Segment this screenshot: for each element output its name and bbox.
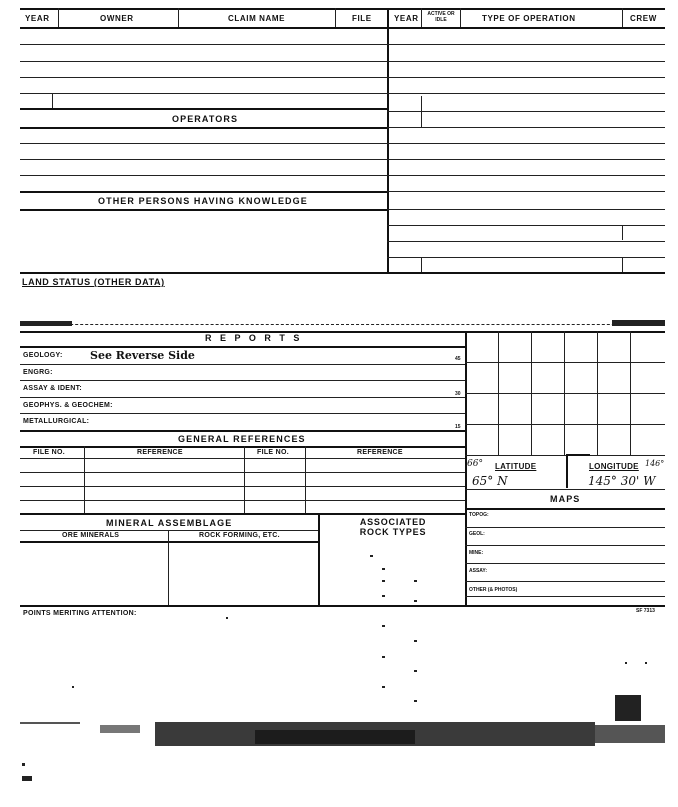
- operators-top-border: [20, 108, 387, 110]
- row-line: [465, 527, 665, 528]
- row-line: [465, 489, 665, 490]
- metallurgical-code: 15: [455, 424, 461, 430]
- divider: [168, 530, 169, 605]
- longitude-corner-value: 146°: [645, 459, 665, 468]
- col-header-crew: CREW: [630, 14, 657, 23]
- row-line: [20, 380, 465, 381]
- row-line: [387, 225, 665, 226]
- gen-ref-header-reference-1: REFERENCE: [137, 449, 183, 456]
- divider: [460, 8, 461, 27]
- row-line: [20, 175, 387, 176]
- row-line: [465, 563, 665, 564]
- latitude-label: LATITUDE: [495, 462, 537, 471]
- divider: [421, 8, 422, 27]
- divider: [421, 96, 422, 128]
- scan-mark: [612, 320, 665, 326]
- row-line: [20, 143, 387, 144]
- row-line: [387, 209, 665, 210]
- maps-topog-label: TOPOG:: [469, 512, 489, 518]
- coord-divider: [566, 454, 568, 488]
- row-line: [387, 61, 665, 62]
- geology-value: See Reverse Side: [90, 349, 195, 362]
- associated-rock-types-label: ASSOCIATED ROCK TYPES: [359, 517, 427, 537]
- col-header-claim-name: CLAIM NAME: [228, 14, 286, 23]
- gen-ref-bottom: [20, 513, 465, 515]
- row-line: [387, 159, 665, 160]
- operators-title: OPERATORS: [172, 114, 239, 124]
- row-line: [387, 175, 665, 176]
- reports-top-border: [20, 331, 665, 333]
- row-line: [20, 530, 318, 531]
- geophys-geochem-label: GEOPHYS. & GEOCHEM:: [23, 402, 113, 409]
- divider: [52, 93, 53, 108]
- left-bottom-border: [20, 272, 387, 274]
- col-header-active-or-idle: ACTIVE OR IDLE: [427, 11, 455, 23]
- maps-mine-label: MINE:: [469, 550, 484, 556]
- divider: [622, 8, 623, 27]
- divider: [421, 258, 422, 272]
- gen-ref-header-file-no-1: FILE NO.: [33, 449, 65, 456]
- row-line: [387, 44, 665, 45]
- col-header-type-of-operation: TYPE OF OPERATION: [482, 14, 576, 23]
- col-header-owner: OWNER: [100, 14, 134, 23]
- row-line: [20, 77, 387, 78]
- grid-line: [465, 393, 665, 394]
- longitude-value: 145° 30' W: [588, 474, 656, 488]
- row-line: [387, 257, 665, 258]
- row-line: [465, 581, 665, 582]
- row-line: [465, 545, 665, 546]
- row-line: [20, 541, 318, 543]
- row-line: [387, 77, 665, 78]
- col-header-file: FILE: [352, 14, 372, 23]
- scan-mark: [20, 321, 72, 326]
- row-line: [20, 93, 387, 94]
- row-line: [20, 61, 387, 62]
- row-line: [387, 191, 665, 192]
- row-line: [387, 93, 665, 94]
- coord-hook: [566, 454, 590, 456]
- row-line: [387, 111, 665, 112]
- maps-assay-label: ASSAY:: [469, 568, 488, 574]
- divider: [335, 8, 336, 27]
- row-line: [20, 159, 387, 160]
- other-persons-bottom-border: [20, 209, 387, 211]
- maps-other-label: OTHER (& PHOTOS): [469, 587, 518, 593]
- divider: [305, 446, 306, 513]
- row-line: [387, 143, 665, 144]
- reports-title: R E P O R T S: [205, 333, 303, 343]
- row-line: [20, 458, 465, 459]
- grid-line: [465, 362, 665, 363]
- col-header-year: YEAR: [25, 14, 50, 23]
- operators-bottom-border: [20, 127, 387, 129]
- assay-code: 30: [455, 391, 461, 397]
- other-persons-top-border: [20, 191, 387, 193]
- general-references-title: GENERAL REFERENCES: [178, 434, 306, 444]
- divider: [318, 513, 320, 605]
- section-separator: [20, 324, 665, 325]
- geology-code: 45: [455, 356, 461, 362]
- latitude-value: 65° N: [472, 474, 508, 488]
- divider: [622, 226, 623, 240]
- gen-ref-header-top: [20, 446, 465, 448]
- metallurgical-label: METALLURGICAL:: [23, 418, 90, 425]
- maps-geol-label: GEOL:: [469, 531, 485, 537]
- divider: [622, 258, 623, 272]
- ore-minerals-label: ORE MINERALS: [62, 532, 120, 539]
- row-line: [20, 472, 465, 473]
- grid-line: [465, 424, 665, 425]
- maps-header-bottom: [465, 508, 665, 510]
- assay-ident-label: ASSAY & IDENT:: [23, 385, 83, 392]
- divider: [244, 446, 245, 513]
- col-header-year-right: YEAR: [394, 14, 419, 23]
- divider: [178, 8, 179, 27]
- maps-title: MAPS: [550, 494, 581, 504]
- points-meriting-attention-label: POINTS MERITING ATTENTION:: [23, 610, 137, 617]
- gen-ref-header-reference-2: REFERENCE: [357, 449, 403, 456]
- center-divider: [387, 8, 389, 272]
- grid-line: [465, 455, 665, 456]
- rock-forming-label: ROCK FORMING, ETC.: [199, 532, 280, 539]
- row-line: [465, 596, 665, 597]
- longitude-label: LONGITUDE: [589, 462, 639, 471]
- reports-header-bottom: [20, 346, 465, 348]
- row-line: [20, 364, 465, 365]
- row-line: [20, 397, 465, 398]
- row-line: [20, 500, 465, 501]
- divider: [58, 8, 59, 27]
- row-line: [387, 241, 665, 242]
- land-status-label: LAND STATUS (OTHER DATA): [22, 277, 165, 287]
- row-line: [20, 413, 465, 414]
- row-line: [387, 127, 665, 128]
- row-line: [20, 486, 465, 487]
- geology-label: GEOLOGY:: [23, 352, 63, 359]
- row-line: [20, 430, 465, 432]
- header-bottom-border: [20, 27, 665, 29]
- right-bottom-border: [387, 272, 665, 274]
- row-line: [20, 44, 387, 45]
- other-persons-title: OTHER PERSONS HAVING KNOWLEDGE: [98, 196, 308, 206]
- table-top-border: [20, 8, 665, 10]
- form-number: SF 7313: [636, 608, 655, 614]
- reports-bottom-border: [20, 605, 665, 607]
- latitude-corner-value: 66°: [467, 459, 483, 469]
- mineral-assemblage-title: MINERAL ASSEMBLAGE: [106, 518, 233, 528]
- engrg-label: ENGRG:: [23, 369, 53, 376]
- gen-ref-header-file-no-2: FILE NO.: [257, 449, 289, 456]
- divider: [84, 446, 85, 513]
